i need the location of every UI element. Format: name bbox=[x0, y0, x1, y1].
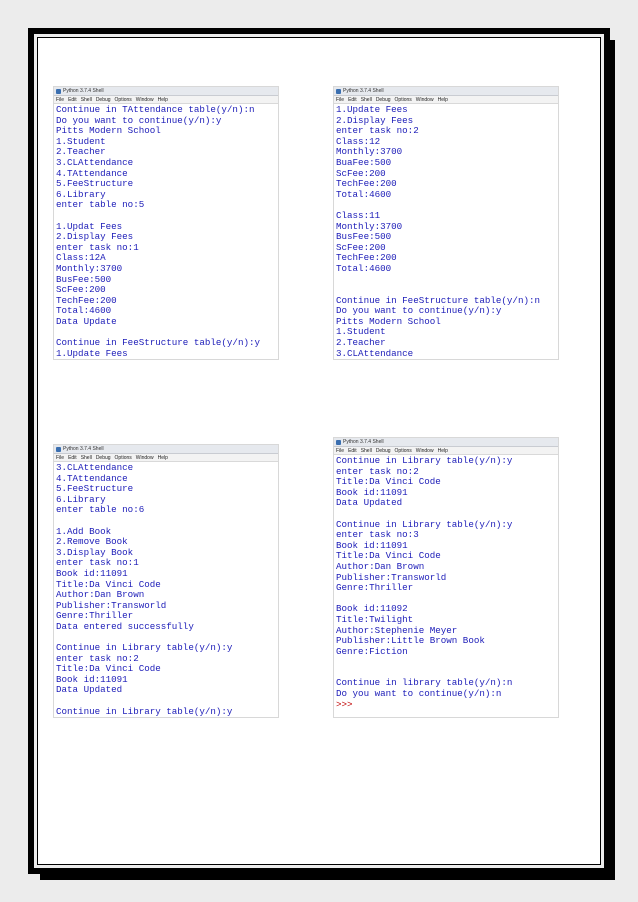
shell-line: BusFee:500 bbox=[336, 231, 392, 243]
shell-line: Author:Dan Brown bbox=[56, 589, 145, 601]
shell-line: Total:4600 bbox=[336, 188, 392, 200]
shell-line: Author:Dan Brown bbox=[336, 560, 425, 572]
menu-item-debug[interactable]: Debug bbox=[375, 447, 391, 454]
shell-line: Continue in Library table(y/n):y bbox=[56, 705, 233, 717]
shell-line: Continue in FeeStructure table(y/n):n bbox=[336, 294, 540, 306]
menu-item-file[interactable]: File bbox=[336, 96, 345, 103]
menu-item-edit[interactable]: Edit bbox=[348, 96, 357, 103]
shell-line: Continue in Library table(y/n):y bbox=[336, 455, 513, 466]
shell-line: Data Update bbox=[56, 315, 117, 327]
menu-bar bbox=[54, 96, 278, 104]
shell-line: Title:Twilight bbox=[336, 613, 414, 625]
shell-line: ScFee:200 bbox=[336, 241, 386, 253]
shell-line: Book id:11091 bbox=[336, 486, 408, 498]
shell-line: enter table no:5 bbox=[56, 199, 145, 211]
shell-line: Book id:11092 bbox=[336, 603, 408, 615]
shell-line: Pitts Modern School bbox=[336, 315, 441, 327]
shell-line: ScFee:200 bbox=[56, 284, 106, 296]
window-titlebar[interactable] bbox=[54, 445, 278, 454]
shell-line: Class:11 bbox=[336, 209, 381, 221]
shell-line bbox=[336, 657, 558, 668]
shell-line: Monthly:3700 bbox=[336, 146, 403, 158]
shell-line: Pitts Modern School bbox=[56, 125, 161, 137]
python-icon bbox=[336, 440, 341, 445]
python-icon bbox=[56, 447, 61, 452]
shell-line bbox=[336, 509, 558, 520]
window-titlebar[interactable] bbox=[334, 87, 558, 96]
shell-output[interactable] bbox=[54, 462, 278, 717]
menu-item-window[interactable]: Window bbox=[135, 454, 154, 461]
menu-item-file[interactable]: File bbox=[56, 96, 65, 103]
menu-item-shell[interactable]: Shell bbox=[80, 454, 92, 461]
menu-bar bbox=[334, 447, 558, 455]
python-shell-window-4[interactable] bbox=[333, 437, 559, 718]
shell-line: Title:Da Vinci Code bbox=[336, 550, 441, 562]
shell-line: 6.Library bbox=[56, 188, 106, 200]
shell-line: Continue in Library table(y/n):y bbox=[56, 642, 233, 654]
shell-line: 2.Display Fees bbox=[56, 231, 134, 243]
shell-line: 2.Teacher bbox=[336, 337, 386, 349]
shell-line: Data Updated bbox=[56, 684, 123, 696]
menu-item-edit[interactable]: Edit bbox=[68, 454, 77, 461]
shell-line: 2.Remove Book bbox=[56, 536, 128, 548]
window-titlebar[interactable] bbox=[54, 87, 278, 96]
shell-line: 3.CLAttendance bbox=[56, 156, 134, 168]
shell-line: 1.Student bbox=[336, 326, 386, 338]
shell-line: 1.Update Fees bbox=[56, 347, 128, 359]
shell-line: Class:12A bbox=[56, 252, 106, 264]
shell-line: enter task no:2 bbox=[56, 652, 139, 664]
menu-bar bbox=[334, 96, 558, 104]
window-title: Python 3.7.4 Shell bbox=[63, 446, 104, 452]
window-title: Python 3.7.4 Shell bbox=[343, 88, 384, 94]
shell-line: Genre:Thriller bbox=[56, 610, 134, 622]
python-shell-window-2[interactable] bbox=[333, 86, 559, 360]
shell-line: Title:Da Vinci Code bbox=[336, 476, 441, 488]
window-titlebar[interactable] bbox=[334, 438, 558, 447]
shell-line: Data Updated bbox=[336, 497, 403, 509]
menu-item-shell[interactable]: Shell bbox=[360, 447, 372, 454]
shell-line: Genre:Fiction bbox=[336, 645, 408, 657]
shell-output[interactable] bbox=[54, 104, 278, 359]
python-icon bbox=[336, 89, 341, 94]
menu-item-file[interactable]: File bbox=[56, 454, 65, 461]
shell-line: TechFee:200 bbox=[336, 252, 397, 264]
shell-line: enter task no:1 bbox=[56, 241, 139, 253]
shell-line: 1.Student bbox=[56, 135, 106, 147]
shell-line: Do you want to continue(y/n):n bbox=[336, 688, 502, 700]
shell-line: 1.Updat Fees bbox=[56, 220, 123, 232]
shell-line: BuaFee:500 bbox=[336, 156, 392, 168]
shell-prompt[interactable]: >>> bbox=[336, 698, 353, 710]
shell-line: Do you want to continue(y/n):y bbox=[56, 114, 222, 126]
menu-item-shell[interactable]: Shell bbox=[80, 96, 92, 103]
shell-line: Continue in Library table(y/n):y bbox=[336, 518, 513, 530]
menu-item-edit[interactable]: Edit bbox=[348, 447, 357, 454]
shell-line: Monthly:3700 bbox=[336, 220, 403, 232]
shell-line: Book id:11091 bbox=[56, 673, 128, 685]
window-title: Python 3.7.4 Shell bbox=[343, 439, 384, 445]
shell-line: TechFee:200 bbox=[56, 294, 117, 306]
shell-line: enter task no:3 bbox=[336, 529, 419, 541]
shell-line: 5.FeeStructure bbox=[56, 483, 134, 495]
shell-line: 2.Display Fees bbox=[336, 114, 414, 126]
shell-line: Total:4600 bbox=[56, 305, 112, 317]
shell-line: Continue in TAttendance table(y/n):n bbox=[56, 104, 255, 115]
shell-line: Genre:Thriller bbox=[336, 582, 414, 594]
menu-item-edit[interactable]: Edit bbox=[68, 96, 77, 103]
shell-line: enter table no:6 bbox=[56, 504, 145, 516]
python-shell-window-1[interactable] bbox=[53, 86, 279, 360]
shell-line bbox=[56, 211, 278, 222]
shell-line: Publisher:Transworld bbox=[336, 571, 447, 583]
shell-line: 5.FeeStructure bbox=[56, 178, 134, 190]
shell-line bbox=[56, 516, 278, 527]
shell-line: 4.TAttendance bbox=[56, 472, 128, 484]
menu-item-window[interactable]: Window bbox=[415, 447, 434, 454]
shell-line: 1.Add Book bbox=[56, 525, 112, 537]
shell-line bbox=[336, 275, 558, 286]
menu-item-shell[interactable]: Shell bbox=[360, 96, 372, 103]
menu-bar bbox=[54, 454, 278, 462]
python-shell-window-3[interactable] bbox=[53, 444, 279, 718]
menu-item-options[interactable]: Options bbox=[114, 96, 132, 103]
menu-item-options[interactable]: Options bbox=[394, 447, 412, 454]
shell-line: enter task no:2 bbox=[336, 125, 419, 137]
menu-item-window[interactable]: Window bbox=[415, 96, 434, 103]
shell-line: Author:Stephenie Meyer bbox=[336, 624, 458, 636]
shell-line: Continue in library table(y/n):n bbox=[336, 677, 513, 689]
shell-line: Title:Da Vinci Code bbox=[56, 663, 161, 675]
frame-shadow-right bbox=[610, 40, 615, 880]
shell-line: Publisher:Little Brown Book bbox=[336, 635, 485, 647]
shell-line: 4.TAttendance bbox=[56, 167, 128, 179]
shell-line: Do you want to continue(y/n):y bbox=[336, 305, 502, 317]
shell-line: 3.Display Book bbox=[56, 546, 134, 558]
shell-line: Book id:11091 bbox=[56, 567, 128, 579]
menu-item-debug[interactable]: Debug bbox=[95, 96, 111, 103]
shell-line: Class:12 bbox=[336, 135, 381, 147]
shell-line: Title:Da Vinci Code bbox=[56, 578, 161, 590]
shell-line: 1.Update Fees bbox=[336, 104, 408, 115]
menu-item-help[interactable]: Help bbox=[157, 454, 168, 461]
menu-item-file[interactable]: File bbox=[336, 447, 345, 454]
shell-line: 2.Teacher bbox=[56, 146, 106, 158]
shell-output[interactable] bbox=[334, 455, 558, 710]
menu-item-window[interactable]: Window bbox=[135, 96, 154, 103]
shell-line: Data entered successfully bbox=[56, 620, 194, 632]
shell-line: TechFee:200 bbox=[336, 178, 397, 190]
menu-item-help[interactable]: Help bbox=[437, 447, 448, 454]
shell-line: 3.CLAttendance bbox=[56, 462, 134, 473]
window-title: Python 3.7.4 Shell bbox=[63, 88, 104, 94]
menu-item-debug[interactable]: Debug bbox=[95, 454, 111, 461]
shell-line: Total:4600 bbox=[336, 262, 392, 274]
shell-line: 3.CLAttendance bbox=[336, 347, 414, 359]
frame-shadow-bottom bbox=[40, 874, 615, 880]
menu-item-debug[interactable]: Debug bbox=[375, 96, 391, 103]
menu-item-help[interactable]: Help bbox=[157, 96, 168, 103]
shell-line: Continue in FeeStructure table(y/n):y bbox=[56, 337, 260, 349]
shell-line: 6.Library bbox=[56, 493, 106, 505]
python-icon bbox=[56, 89, 61, 94]
shell-line: BusFee:500 bbox=[56, 273, 112, 285]
menu-item-help[interactable]: Help bbox=[437, 96, 448, 103]
shell-line: enter task no:1 bbox=[56, 557, 139, 569]
shell-line: enter task no:2 bbox=[336, 465, 419, 477]
menu-item-options[interactable]: Options bbox=[114, 454, 132, 461]
shell-output[interactable] bbox=[334, 104, 558, 359]
shell-line: Monthly:3700 bbox=[56, 262, 123, 274]
shell-line: Book id:11091 bbox=[336, 539, 408, 551]
shell-line: ScFee:200 bbox=[336, 167, 386, 179]
shell-line: Publisher:Transworld bbox=[56, 599, 167, 611]
menu-item-options[interactable]: Options bbox=[394, 96, 412, 103]
